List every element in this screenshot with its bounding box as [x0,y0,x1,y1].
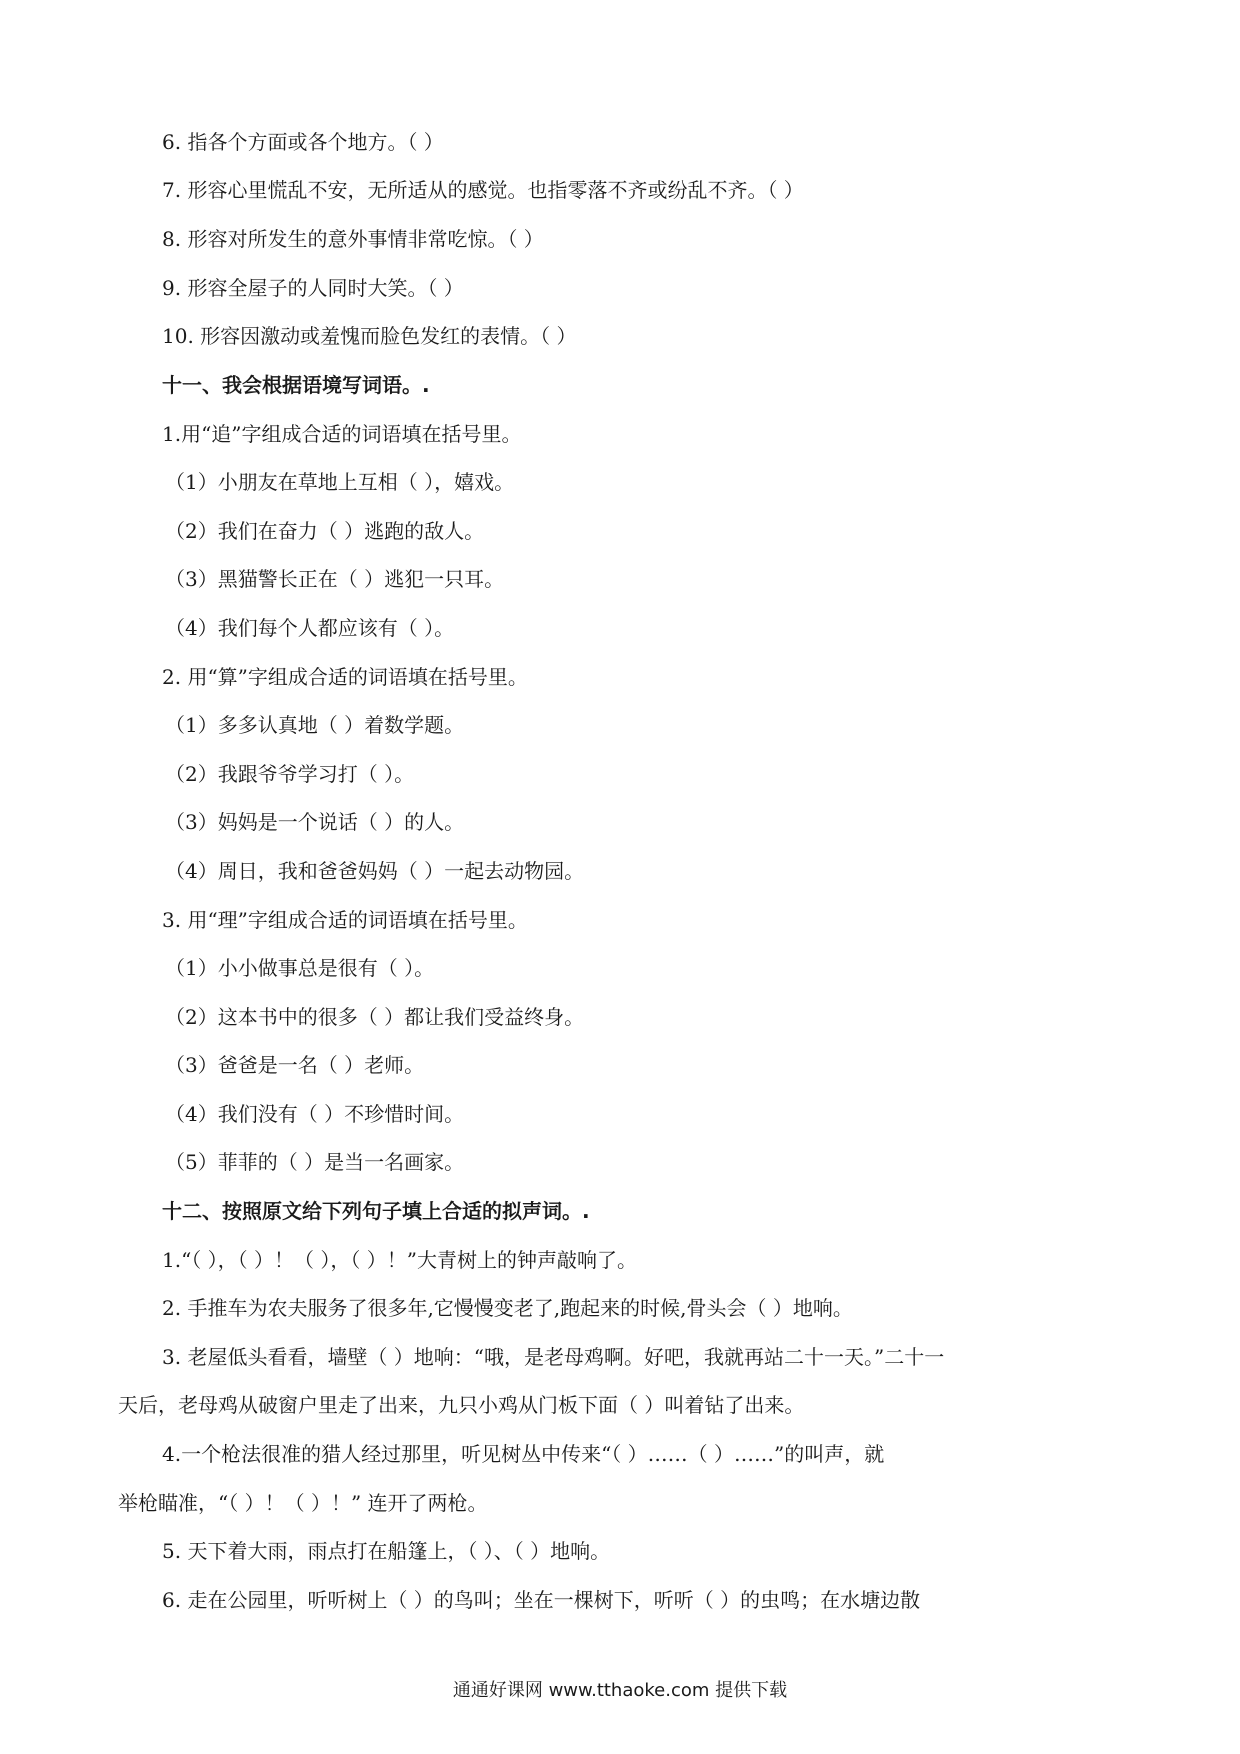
item-6: 6. 指各个方面或各个地方。（ ） [162,130,444,154]
item-7: 7. 形容心里慌乱不安，无所适从的感觉。也指零落不齐或纷乱不齐。（ ） [162,178,804,202]
onomatopoeia-4: 4.一个枪法很准的猎人经过那里，听见树丛中传来“（ ）……（ ）……”的叫声，就 [162,1442,885,1466]
question-zhui-4: （4）我们每个人都应该有（ ）。 [165,616,455,640]
question-suan-1: （1）多多认真地（ ）着数学题。 [165,713,465,737]
item-10: 10. 形容因激动或羞愧而脸色发红的表情。（ ） [162,324,577,348]
page-footer: 通通好课网 www.tthaoke.com 提供下载 [452,1680,788,1701]
item-8: 8. 形容对所发生的意外事情非常吃惊。（ ） [162,227,544,251]
question-li-1: （1）小小做事总是很有（ ）。 [165,956,435,980]
onomatopoeia-4-cont: 举枪瞄准，“（ ）！（ ）！” 连开了两枪。 [118,1491,488,1515]
question-suan-2: （2）我跟爷爷学习打（ ）。 [165,762,415,786]
onomatopoeia-2: 2. 手推车为农夫服务了很多年,它慢慢变老了,跑起来的时候,骨头会（ ）地响。 [162,1296,853,1320]
question-li-4: （4）我们没有（ ）不珍惜时间。 [165,1102,465,1126]
section-heading-12: 十二、按照原文给下列句子填上合适的拟声词。. [162,1199,590,1223]
question-zhui-2: （2）我们在奋力（ ）逃跑的敌人。 [165,519,485,543]
question-suan: 2. 用“算”字组成合适的词语填在括号里。 [162,665,528,689]
question-li-3: （3）爸爸是一名（ ）老师。 [165,1053,425,1077]
question-li-2: （2）这本书中的很多（ ）都让我们受益终身。 [165,1005,585,1029]
section-heading-11: 十一、我会根据语境写词语。. [162,373,430,397]
question-zhui-3: （3）黑猫警长正在（ ）逃犯一只耳。 [165,567,505,591]
onomatopoeia-6: 6. 走在公园里，听听树上（ ）的鸟叫；坐在一棵树下，听听（ ）的虫鸣；在水塘边散 [162,1588,921,1612]
question-suan-3: （3）妈妈是一个说话（ ）的人。 [165,810,465,834]
item-9: 9. 形容全屋子的人同时大笑。（ ） [162,276,464,300]
question-suan-4: （4）周日，我和爸爸妈妈（ ）一起去动物园。 [165,859,585,883]
question-li-5: （5）菲菲的（ ）是当一名画家。 [165,1150,465,1174]
onomatopoeia-5: 5. 天下着大雨，雨点打在船篷上，（ ）、（ ）地响。 [162,1539,611,1563]
onomatopoeia-1: 1.“（ ），（ ）！（ ），（ ）！”大青树上的钟声敲响了。 [162,1248,637,1272]
question-li: 3. 用“理”字组成合适的词语填在括号里。 [162,908,528,932]
onomatopoeia-3-cont: 天后，老母鸡从破窗户里走了出来，九只小鸡从门板下面（ ）叫着钻了出来。 [118,1393,805,1417]
question-zhui: 1.用“追”字组成合适的词语填在括号里。 [162,422,522,446]
question-zhui-1: （1）小朋友在草地上互相（ ），嬉戏。 [165,470,515,494]
onomatopoeia-3: 3. 老屋低头看看，墙壁（ ）地响：“哦，是老母鸡啊。好吧，我就再站二十一天。”二十一 [162,1345,945,1369]
